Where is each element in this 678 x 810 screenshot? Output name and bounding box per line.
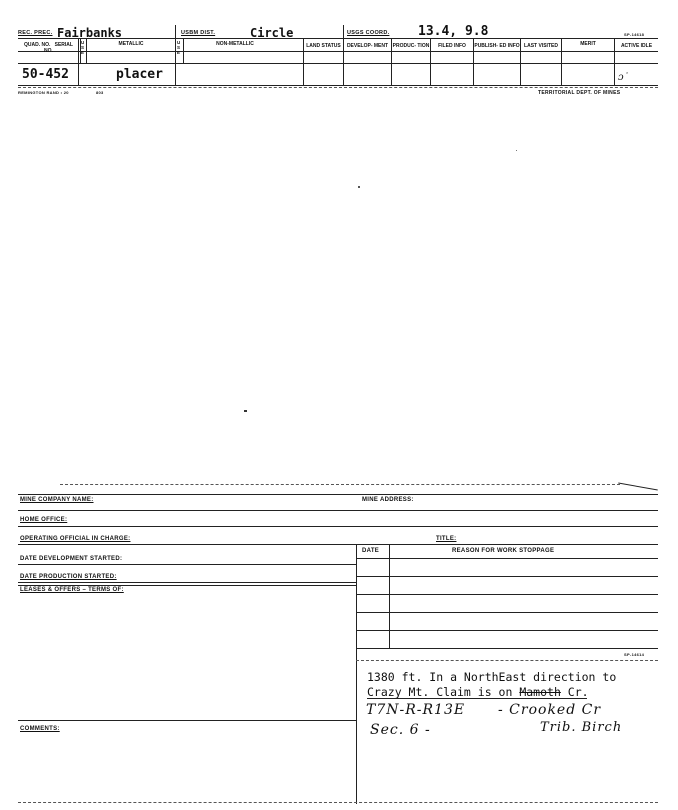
col-quad-serial: QUAD. NO. SERIAL NO. <box>24 42 73 54</box>
speck <box>358 186 360 188</box>
rec-prec-label: REC. PREC. <box>18 30 53 36</box>
usgs-coord-value: 13.4, 9.8 <box>418 24 489 39</box>
col-development: DEVELOP- MENT <box>346 43 389 49</box>
mine-company-name-label: MINE COMPANY NAME: <box>20 497 94 503</box>
footer-left: REMINGTON RAND • 20 <box>18 90 69 95</box>
speck <box>516 150 517 151</box>
footer-right: TERRITORIAL DEPT. OF MINES <box>538 90 621 96</box>
typed-note-line-2: Crazy Mt. Claim is on Mamoth Cr. <box>367 685 589 699</box>
col-land-status: LAND STATUS <box>306 43 341 49</box>
active-idle-mark: ɔ˙ <box>618 72 629 83</box>
date-development-started-label: DATE DEVELOPMENT STARTED: <box>20 556 123 562</box>
col-metallic: METALLIC <box>118 41 144 47</box>
form-number: SP-14618 <box>624 32 645 37</box>
home-office-label: HOME OFFICE: <box>20 517 68 523</box>
typed-note-line-1: 1380 ft. In a NorthEast direction to <box>367 670 617 684</box>
stoppage-date-header: DATE <box>362 548 380 554</box>
col-use-metallic: U S E <box>81 40 85 55</box>
record-metallic: placer <box>116 67 163 82</box>
usgs-coord-label: USGS COORD. <box>347 30 390 36</box>
handwritten-tributary: Trib. Birch <box>540 720 623 735</box>
col-production: PRODUC- TION <box>392 43 430 49</box>
col-filed-info: FILED INFO <box>438 43 466 49</box>
date-production-started-label: DATE PRODUCTION STARTED: <box>20 574 117 580</box>
comments-label: COMMENTS: <box>20 726 60 732</box>
form-number-2: SP-14614 <box>624 652 645 657</box>
operating-official-label: OPERATING OFFICIAL IN CHARGE: <box>20 536 131 542</box>
handwritten-section: Sec. 6 - <box>370 722 431 738</box>
rec-prec-value: Fairbanks <box>57 26 123 40</box>
record-quad-serial: 50-452 <box>22 67 69 82</box>
col-last-visited: LAST VISITED <box>524 43 558 49</box>
col-merit: MERIT <box>580 41 596 47</box>
footer-left-code: 803 <box>96 90 104 95</box>
usbm-dist-value: Circle <box>250 26 294 40</box>
col-use-nonmetallic: U S E <box>177 40 181 55</box>
leases-offers-label: LEASES & OFFERS – TERMS OF: <box>20 587 124 593</box>
col-non-metallic: NON-METALLIC <box>216 41 254 47</box>
title-label: TITLE: <box>436 536 457 542</box>
handwritten-township: T7N-R-R13E <box>366 702 466 718</box>
col-active-idle: ACTIVE IDLE <box>620 43 653 49</box>
col-published-info: PUBLISH- ED INFO <box>474 43 520 49</box>
handwritten-creek: - Crooked Cr <box>498 702 602 718</box>
speck <box>244 410 247 412</box>
mine-address-label: MINE ADDRESS: <box>362 497 414 503</box>
stoppage-reason-header: REASON FOR WORK STOPPAGE <box>452 548 555 554</box>
usbm-dist-label: USBM DIST. <box>181 30 216 36</box>
